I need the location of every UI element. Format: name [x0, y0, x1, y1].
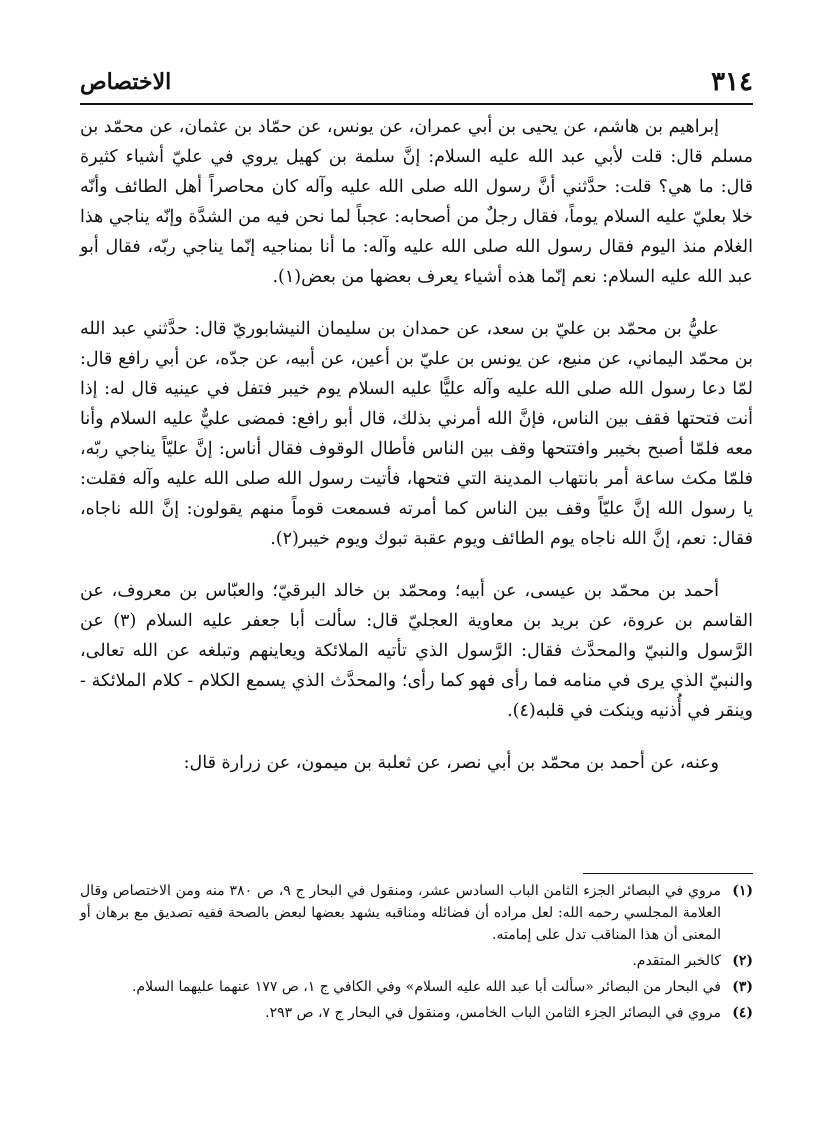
running-title: الاختصاص — [80, 69, 172, 95]
paragraph-4: وعنه، عن أحمد بن محمّد بن أبي نصر، عن ثعلبة بن ميمون، عن زرارة قال: — [183, 753, 719, 773]
page-header — [80, 62, 753, 102]
footnote-marker: (٢) — [732, 953, 753, 969]
footnote-text: مروي في البصائر الجزء الثامن الباب السادس عشر، ومنقول في البحار ج ٩، ص ٣٨٠ منه ومن الاختصاص وقال العلامة المجلسي رحمه الله: لعل مراده أن فضائله ومناقبه يشهد بعضها لبعض بالصحة ففيه تصديق مع برهان أو المعنى أن هذا المناقب تدل على إمامته. — [80, 883, 721, 943]
paragraph-2: عليُّ بن محمّد بن عليّ بن سعد، عن حمدان بن سليمان النيشابوريّ قال: حدَّثني عبد الله بن محمّد اليماني، عن منيع، عن يونس بن عليّ بن أعين، عن أبيه، عن جدّه، عن أبي رافع قال: لمّا دعا رسول الله صلى الله عليه وآله عليًّا عليه السلام يوم خيبر فتفل في عينيه قال له: إذا أنت فتحتها فقف بين الناس، فإنَّ الله أمرني بذلك، قال أبو رافع: فمضى عليٌّ عليه السلام وأنا معه فلمّا أصبح بخيبر وافتتحها وقف بين الناس فأطال الوقوف فقال أناس: إنَّ عليّاً يناجي ربّه، فلمّا مكث ساعة أمر بانتهاب المدينة التي فتحها، فأتيت رسول الله صلى الله عليه وآله فقلت: يا رسول الله إنَّ عليّاً وقف بين الناس كما أمرته فسمعت قوماً منهم يقولون: إنَّ الله ناجاه، فقال: نعم، إنَّ الله ناجاه يوم الطائف ويوم عقبة تبوك ويوم خيبر(٢). — [80, 319, 753, 549]
footnote-text: في البحار من البصائر «سألت أبا عبد الله عليه السلام» وفي الكافي ج ١، ص ١٧٧ عنهما عليهما السلام. — [131, 979, 721, 995]
footnote-text: كالخبر المتقدم. — [632, 953, 721, 969]
footnote-rule — [583, 873, 753, 874]
footnotes — [80, 880, 753, 1028]
paragraph-3: أحمد بن محمّد بن عيسى، عن أبيه؛ ومحمّد بن خالد البرقيّ؛ والعبّاس بن معروف، عن القاسم بن عروة، عن بريد بن معاوية العجليّ قال: سألت أبا جعفر عليه السلام (٣) عن الرَّسول والنبيّ والمحدَّث فقال: الرَّسول الذي تأتيه الملائكة ويعاينهم وتبلغه عن الله تعالى، والنبيّ الذي يرى في منامه فما رأى فهو كما رأى؛ والمحدَّث الذي يسمع الكلام - كلام الملائكة - وينقر في أُذنيه وينكت في قلبه(٤). — [80, 581, 753, 721]
main-text — [80, 112, 753, 800]
footnote-marker: (٤) — [732, 1005, 753, 1021]
footnote-marker: (١) — [732, 883, 753, 899]
footnote-4 — [80, 1002, 753, 1024]
paragraph-1: إبراهيم بن هاشم، عن يحيى بن أبي عمران، عن يونس، عن حمّاد بن عثمان، عن محمّد بن مسلم قال: قلت لأبي عبد الله عليه السلام: إنَّ سلمة بن كهيل يروي في عليّ أشياء كثيرة قال: ما هي؟ قلت: حدَّثني أنَّ رسول الله صلى الله عليه وآله كان محاصراً أهل الطائف وأنّه خلا بعليّ عليه السلام يوماً، فقال رجلٌ من أصحابه: عجباً لما نحن فيه من الشدَّة وإنّه يناجي هذا الغلام منذ اليوم فقال رسول الله صلى الله عليه وآله: ما أنا بمناجيه إنّما يناجي ربّه، فقال أبو عبد الله عليه السلام: نعم إنّما هذه أشياء يعرف بعضها من بعض(١). — [80, 117, 753, 287]
footnote-3 — [80, 976, 753, 998]
header-rule — [80, 103, 753, 105]
footnote-marker: (٣) — [732, 979, 753, 995]
footnote-2 — [80, 950, 753, 972]
page-number: ٣١٤ — [711, 67, 753, 97]
footnote-1 — [80, 880, 753, 946]
footnote-text: مروي في البصائر الجزء الثامن الباب الخامس، ومنقول في البحار ج ٧، ص ٢٩٣. — [265, 1005, 721, 1021]
